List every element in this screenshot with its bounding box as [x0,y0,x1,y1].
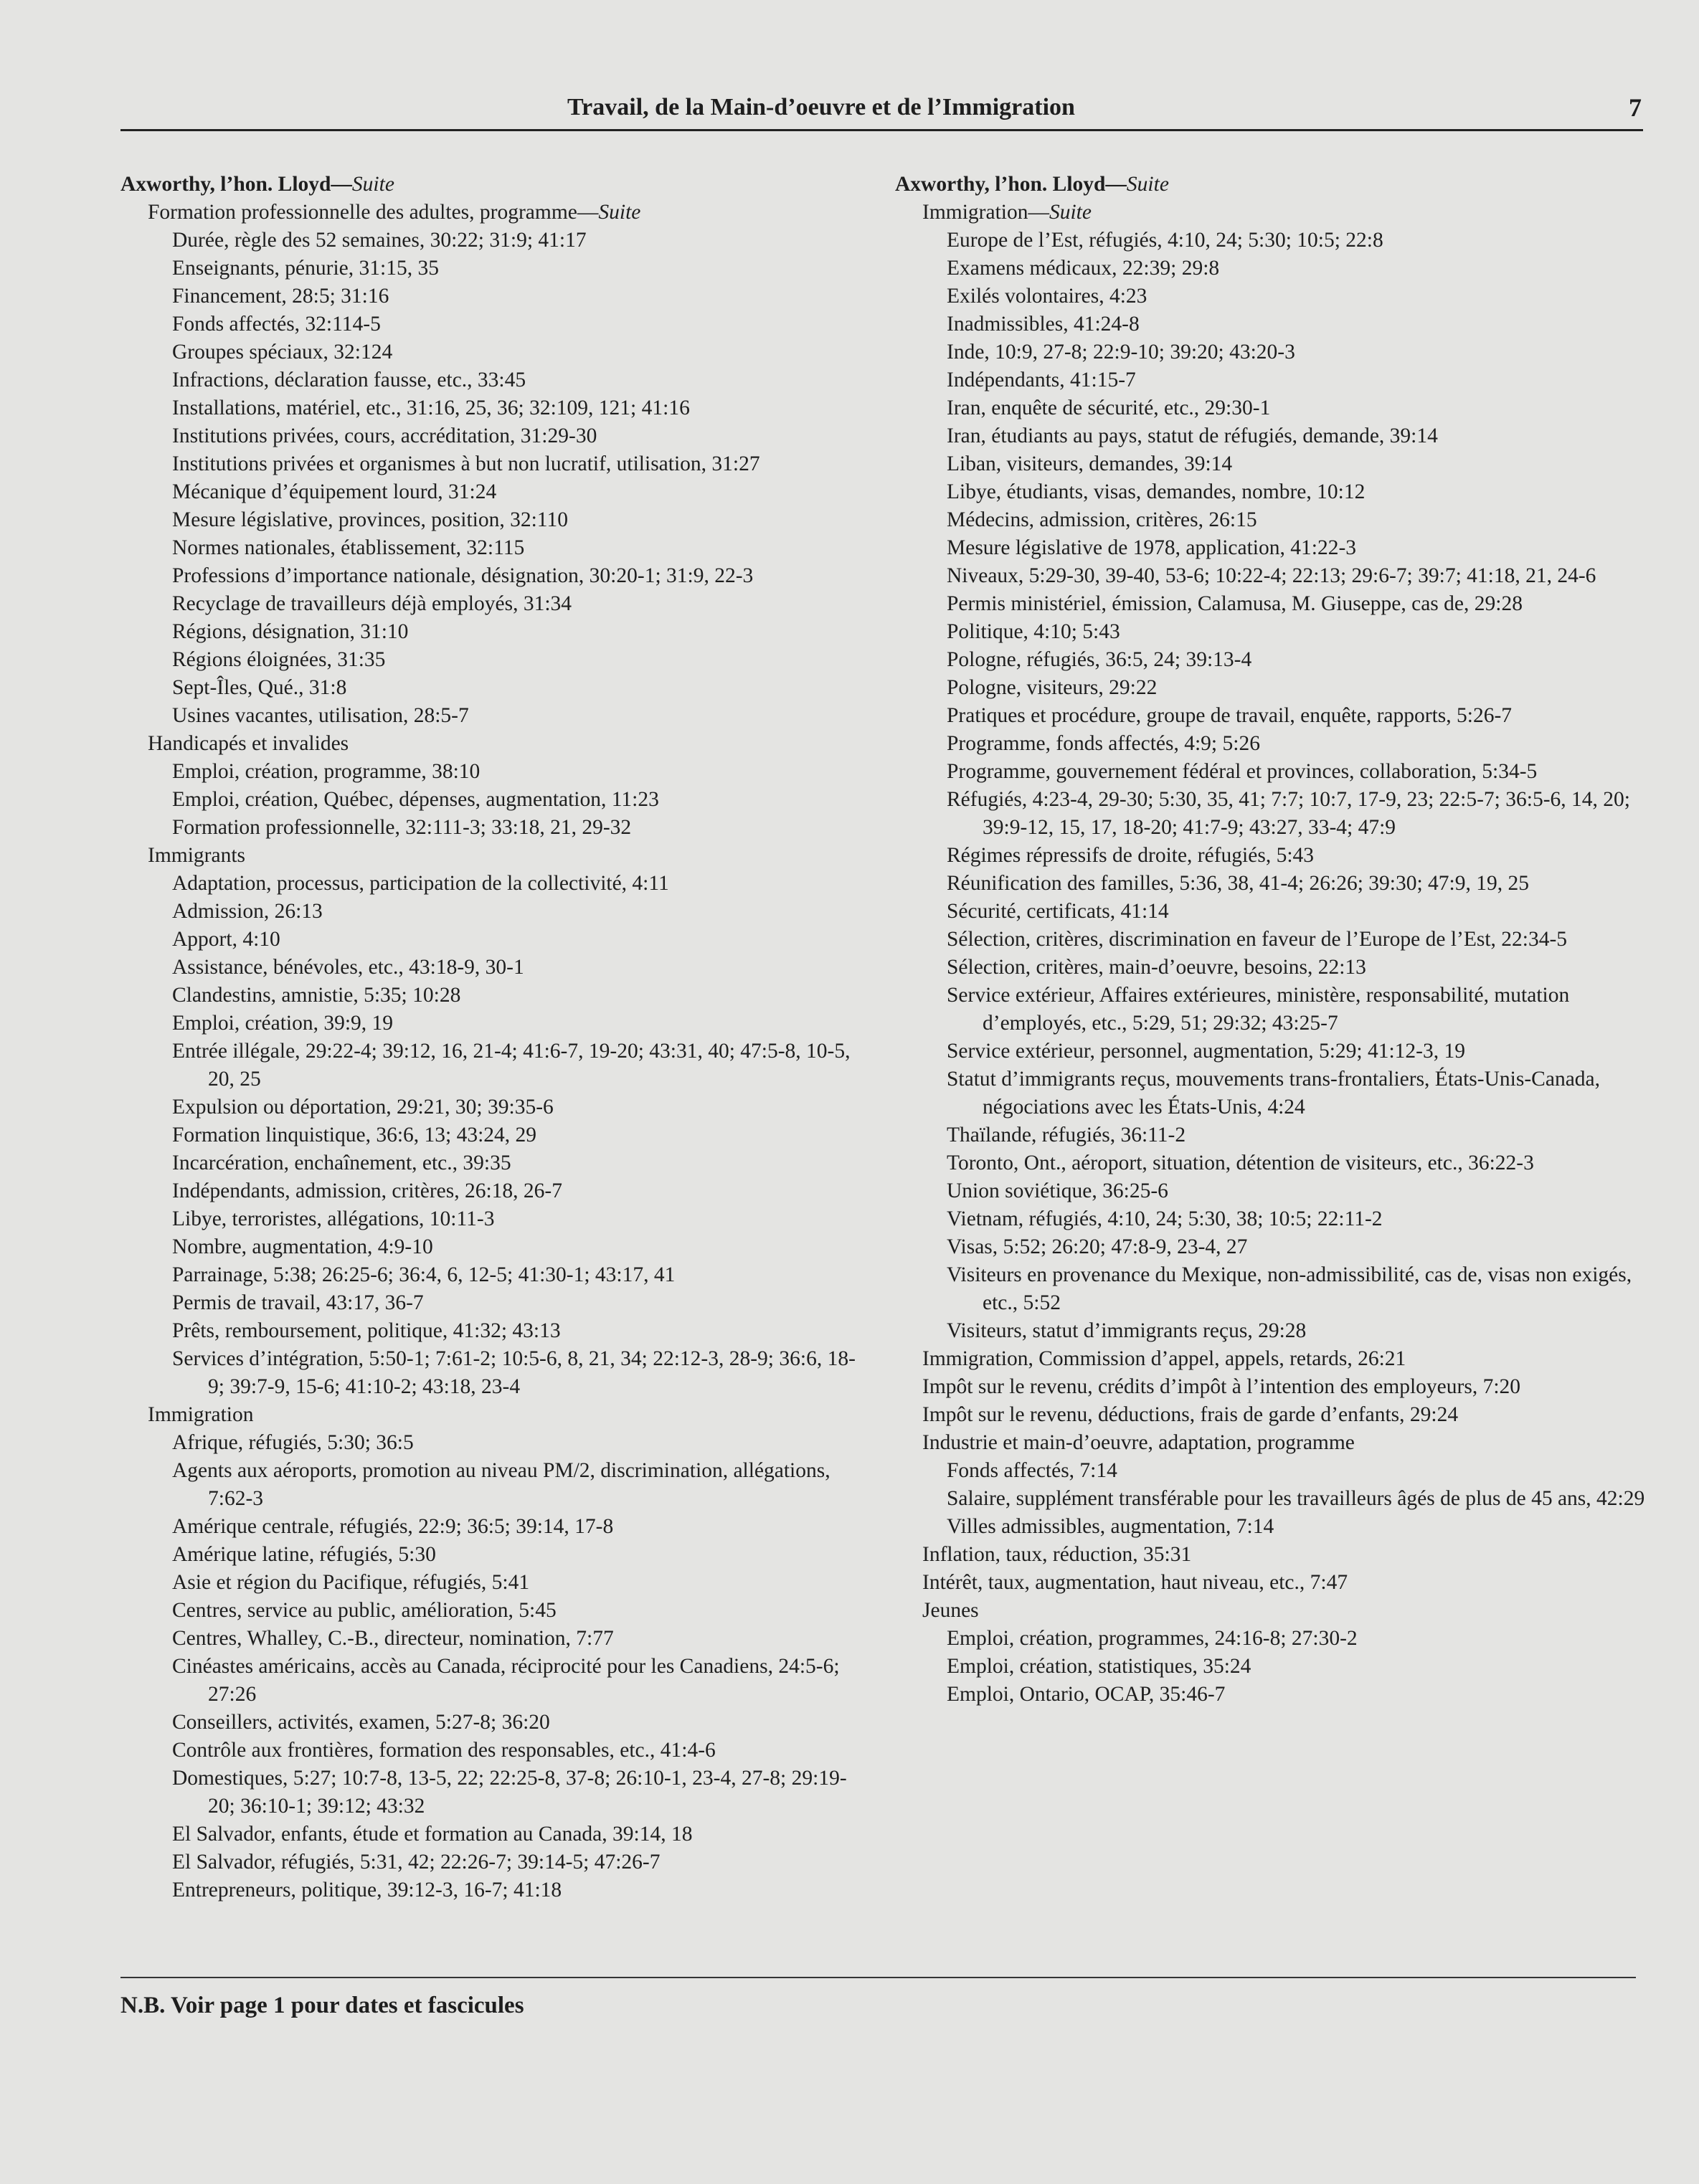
index-entry: Emploi, Ontario, OCAP, 35:46-7 [947,1683,1226,1706]
index-entry: Emploi, création, statistiques, 35:24 [947,1655,1251,1678]
index-entry: Iran, enquête de sécurité, etc., 29:30-1 [947,397,1271,419]
index-entry: Sélection, critères, main-d’oeuvre, besoins, 22:13 [947,956,1366,979]
index-entry: Emploi, création, programme, 38:10 [172,760,481,783]
index-entry: El Salvador, enfants, étude et formation au Canada, 39:14, 18 [172,1823,693,1846]
subheading-name: Formation professionnelle des adultes, programme— [148,201,599,224]
header-rule [120,129,1643,131]
index-entry: Emploi, création, 39:9, 19 [172,1012,394,1035]
index-entry: Cinéastes américains, accès au Canada, réciprocité pour les Canadiens, 24:5-6; 27:26 [172,1655,840,1706]
entry-list [120,227,866,730]
index-entry: Afrique, réfugiés, 5:30; 36:5 [172,1431,414,1454]
index-entry: Amérique centrale, réfugiés, 22:9; 36:5; 39:14, 17-8 [172,1515,614,1538]
index-entry: Contrôle aux frontières, formation des responsables, etc., 41:4-6 [172,1739,716,1762]
entry-list [895,227,1645,1345]
index-entry: Inadmissibles, 41:24-8 [947,313,1140,336]
index-entry: Centres, Whalley, C.-B., directeur, nomination, 7:77 [172,1627,614,1650]
index-entry: Adaptation, processus, participation de la collectivité, 4:11 [172,872,669,895]
index-entry: Mécanique d’équipement lourd, 31:24 [172,480,497,503]
index-entry: Thaïlande, réfugiés, 36:11-2 [947,1124,1186,1146]
index-entry: Régimes répressifs de droite, réfugiés, 5:43 [947,844,1315,867]
index-entry: Installations, matériel, etc., 31:16, 25, 36; 32:109, 121; 41:16 [172,397,690,419]
index-entry: Nombre, augmentation, 4:9-10 [172,1235,433,1258]
index-entry: Institutions privées et organismes à but non lucratif, utilisation, 31:27 [172,452,760,475]
heading-name: Axworthy, l’hon. Lloyd— [120,173,352,196]
page-number: 7 [1629,93,1642,122]
index-entry: Indépendants, admission, critères, 26:18, 26-7 [172,1179,562,1202]
index-entry: Fonds affectés, 7:14 [947,1459,1117,1482]
index-entry: Régions, désignation, 31:10 [172,620,409,643]
subheading: Intérêt, taux, augmentation, haut niveau, etc., 7:47 [922,1571,1348,1594]
index-entry: Service extérieur, personnel, augmentation, 5:29; 41:12-3, 19 [947,1040,1466,1063]
subheading: Handicapés et invalides [148,732,349,755]
subheading: Industrie et main-d’oeuvre, adaptation, programme [922,1431,1355,1454]
heading-suite: Suite [1126,173,1169,196]
index-entry: Usines vacantes, utilisation, 28:5-7 [172,704,469,727]
right-column [895,171,1645,1709]
index-entry: Exilés volontaires, 4:23 [947,285,1147,308]
index-entry: Salaire, supplément transférable pour les travailleurs âgés de plus de 45 ans, 42:29 [947,1487,1645,1510]
index-entry: Villes admissibles, augmentation, 7:14 [947,1515,1274,1538]
index-entry: Service extérieur, Affaires extérieures, ministère, responsabilité, mutation d’employés, etc., 5:29, 51; 29:32; 43:25-7 [947,984,1570,1035]
index-entry: Niveaux, 5:29-30, 39-40, 53-6; 10:22-4; 22:13; 29:6-7; 39:7; 41:18, 21, 24-6 [947,564,1596,587]
subheading: Immigrants [148,844,246,867]
index-entry: Fonds affectés, 32:114-5 [172,313,381,336]
index-entry: Sécurité, certificats, 41:14 [947,900,1169,923]
index-entry: Examens médicaux, 22:39; 29:8 [947,257,1220,280]
index-entry: El Salvador, réfugiés, 5:31, 42; 22:26-7; 39:14-5; 47:26-7 [172,1851,661,1874]
index-entry: Centres, service au public, amélioration, 5:45 [172,1599,557,1622]
index-entry: Réunification des familles, 5:36, 38, 41-4; 26:26; 39:30; 47:9, 19, 25 [947,872,1529,895]
subheading [895,199,1645,227]
index-entry: Services d’intégration, 5:50-1; 7:61-2; 10:5-6, 8, 21, 34; 22:12-3, 28-9; 36:6, 18-9; 39:7-9, 15-6; 41:10-2; 43:18, 23-4 [172,1347,856,1398]
index-entry: Visiteurs, statut d’immigrants reçus, 29:28 [947,1319,1307,1342]
index-entry: Sélection, critères, discrimination en faveur de l’Europe de l’Est, 22:34-5 [947,928,1568,951]
index-entry: Visiteurs en provenance du Mexique, non-admissibilité, cas de, visas non exigés, etc., 5:52 [947,1263,1632,1314]
index-entry: Conseillers, activités, examen, 5:27-8; 36:20 [172,1711,550,1734]
index-entry: Formation linquistique, 36:6, 13; 43:24, 29 [172,1124,537,1146]
index-entry: Enseignants, pénurie, 31:15, 35 [172,257,439,280]
left-column [120,171,866,1904]
index-entry: Libye, terroristes, allégations, 10:11-3 [172,1207,495,1230]
index-entry: Assistance, bénévoles, etc., 43:18-9, 30-1 [172,956,524,979]
subheading-suite: Suite [598,201,641,224]
index-entry: Domestiques, 5:27; 10:7-8, 13-5, 22; 22:25-8, 37-8; 26:10-1, 23-4, 27-8; 29:19-20; 36:10-1; 39:12; 43:32 [172,1767,847,1818]
index-entry: Médecins, admission, critères, 26:15 [947,508,1257,531]
subheading: Impôt sur le revenu, déductions, frais de garde d’enfants, 29:24 [922,1403,1459,1426]
index-entry: Sept-Îles, Qué., 31:8 [172,676,347,699]
subheading: Immigration, Commission d’appel, appels, retards, 26:21 [922,1347,1406,1370]
subheading [120,199,866,227]
index-entry: Permis de travail, 43:17, 36-7 [172,1291,424,1314]
subheading-name: Immigration— [922,201,1049,224]
index-entry: Toronto, Ont., aéroport, situation, détention de visiteurs, etc., 36:22-3 [947,1152,1534,1174]
index-heading [120,171,866,199]
index-entry: Statut d’immigrants reçus, mouvements trans-frontaliers, États-Unis-Canada, négociations avec les États-Unis, 4:24 [947,1068,1600,1119]
subheading-suite: Suite [1049,201,1092,224]
index-entry: Programme, fonds affectés, 4:9; 5:26 [947,732,1260,755]
index-entry: Pratiques et procédure, groupe de travail, enquête, rapports, 5:26-7 [947,704,1513,727]
index-entry: Mesure législative, provinces, position, 32:110 [172,508,568,531]
index-entry: Entrepreneurs, politique, 39:12-3, 16-7; 41:18 [172,1879,562,1901]
index-entry: Emploi, création, programmes, 24:16-8; 27:30-2 [947,1627,1358,1650]
index-entry: Politique, 4:10; 5:43 [947,620,1120,643]
index-entry: Régions éloignées, 31:35 [172,648,386,671]
index-heading [895,171,1645,199]
index-entry: Institutions privées, cours, accréditation, 31:29-30 [172,424,597,447]
index-entry: Normes nationales, établissement, 32:115 [172,536,525,559]
index-entry: Europe de l’Est, réfugiés, 4:10, 24; 5:30; 10:5; 22:8 [947,229,1383,252]
index-entry: Recyclage de travailleurs déjà employés, 31:34 [172,592,572,615]
entry-list [120,870,866,1401]
index-entry: Prêts, remboursement, politique, 41:32; 43:13 [172,1319,561,1342]
index-entry: Inde, 10:9, 27-8; 22:9-10; 39:20; 43:20-3 [947,341,1295,364]
index-entry: Asie et région du Pacifique, réfugiés, 5:41 [172,1571,530,1594]
entry-list [895,1457,1645,1541]
index-entry: Groupes spéciaux, 32:124 [172,341,393,364]
subheading: Jeunes [922,1599,979,1622]
subheading: Inflation, taux, réduction, 35:31 [922,1543,1192,1566]
index-entry: Durée, règle des 52 semaines, 30:22; 31:9; 41:17 [172,229,587,252]
index-entry: Expulsion ou déportation, 29:21, 30; 39:35-6 [172,1096,554,1119]
index-entry: Emploi, création, Québec, dépenses, augmentation, 11:23 [172,788,659,811]
index-entry: Agents aux aéroports, promotion au niveau PM/2, discrimination, allégations, 7:62-3 [172,1459,830,1510]
heading-name: Axworthy, l’hon. Lloyd— [895,173,1127,196]
index-entry: Incarcération, enchaînement, etc., 39:35 [172,1152,511,1174]
index-entry: Amérique latine, réfugiés, 5:30 [172,1543,436,1566]
index-entry: Financement, 28:5; 31:16 [172,285,389,308]
index-entry: Indépendants, 41:15-7 [947,369,1136,391]
running-header-title: Travail, de la Main-d’oeuvre et de l’Immigration [567,94,1075,120]
index-entry: Iran, étudiants au pays, statut de réfugiés, demande, 39:14 [947,424,1438,447]
index-entry: Parrainage, 5:38; 26:25-6; 36:4, 6, 12-5; 41:30-1; 43:17, 41 [172,1263,676,1286]
index-entry: Professions d’importance nationale, désignation, 30:20-1; 31:9, 22-3 [172,564,754,587]
index-entry: Visas, 5:52; 26:20; 47:8-9, 23-4, 27 [947,1235,1248,1258]
index-entry: Entrée illégale, 29:22-4; 39:12, 16, 21-4; 41:6-7, 19-20; 43:31, 40; 47:5-8, 10-5, 20, 25 [172,1040,851,1091]
entry-list [120,1429,866,1904]
index-entry: Réfugiés, 4:23-4, 29-30; 5:30, 35, 41; 7:7; 10:7, 17-9, 23; 22:5-7; 36:5-6, 14, 20; 39:9-12, 15, 17, 18-20; 41:7-9; 43:27, 33-4; 47:9 [947,788,1630,839]
entry-list [120,758,866,842]
index-entry: Permis ministériel, émission, Calamusa, M. Giuseppe, cas de, 29:28 [947,592,1523,615]
index-entry: Clandestins, amnistie, 5:35; 10:28 [172,984,461,1007]
index-entry: Programme, gouvernement fédéral et provinces, collaboration, 5:34-5 [947,760,1538,783]
heading-suite: Suite [351,173,394,196]
index-entry: Vietnam, réfugiés, 4:10, 24; 5:30, 38; 10:5; 22:11-2 [947,1207,1383,1230]
index-entry: Pologne, réfugiés, 36:5, 24; 39:13-4 [947,648,1252,671]
index-entry: Formation professionnelle, 32:111-3; 33:18, 21, 29-32 [172,816,632,839]
footer-note: N.B. Voir page 1 pour dates et fascicules [120,1993,524,2018]
index-entry: Libye, étudiants, visas, demandes, nombre, 10:12 [947,480,1366,503]
index-entry: Pologne, visiteurs, 29:22 [947,676,1158,699]
entry-list [895,1625,1645,1709]
index-entry: Liban, visiteurs, demandes, 39:14 [947,452,1233,475]
index-entry: Admission, 26:13 [172,900,323,923]
subheading: Impôt sur le revenu, crédits d’impôt à l’intention des employeurs, 7:20 [922,1375,1521,1398]
index-entry: Mesure législative de 1978, application, 41:22-3 [947,536,1357,559]
subheading: Immigration [148,1403,254,1426]
footer-rule [120,1977,1636,1978]
index-entry: Apport, 4:10 [172,928,280,951]
index-entry: Infractions, déclaration fausse, etc., 33:45 [172,369,526,391]
index-entry: Union soviétique, 36:25-6 [947,1179,1168,1202]
